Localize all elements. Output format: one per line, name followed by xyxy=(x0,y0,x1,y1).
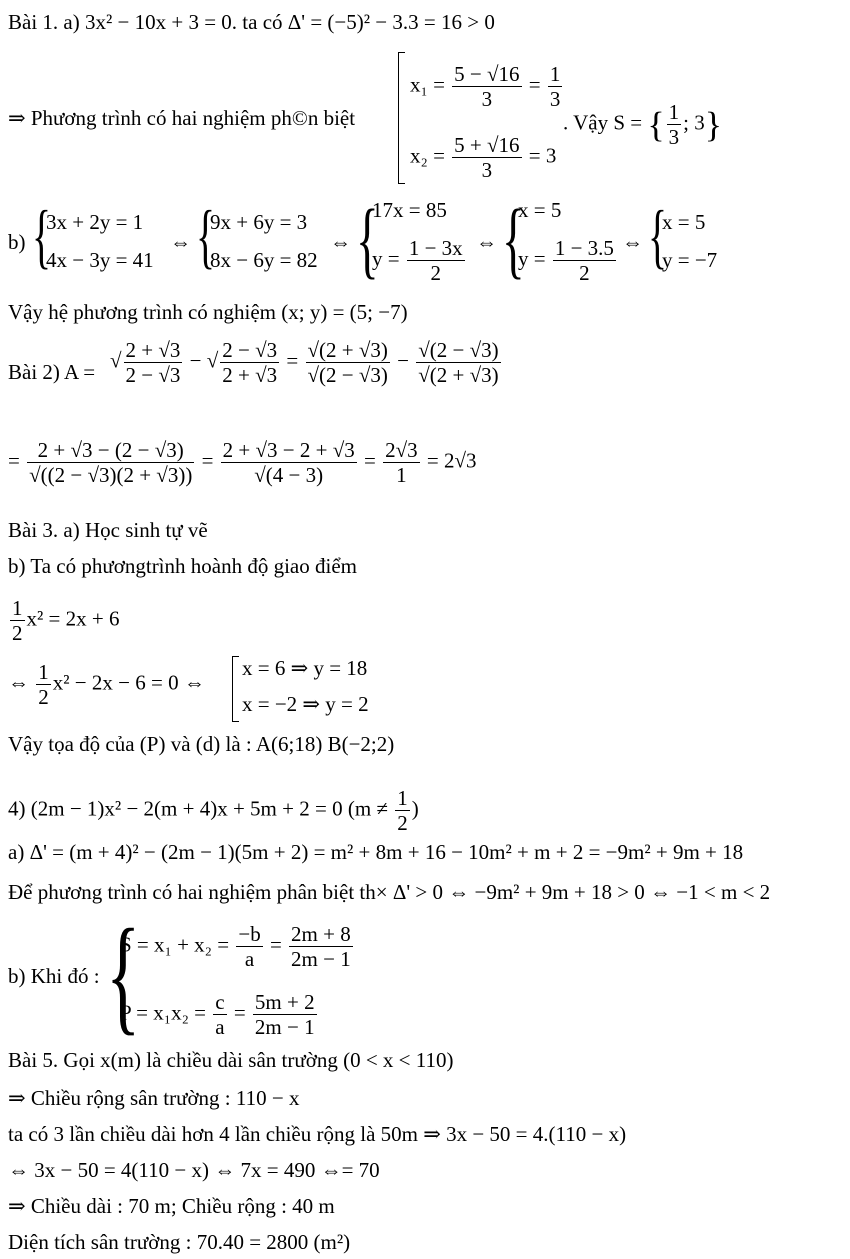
bai3b: b) Ta có phươngtrình hoành độ giao điểm xyxy=(8,554,357,578)
iff-3: ⇔ xyxy=(476,230,497,254)
iff-1: ⇔ xyxy=(170,230,191,254)
bai2-line2: = $\frac{2 + √3 - (2 - √3)}{√((2 - √3)(2 + √3))}$ = $\frac{2 + √3 - 2 + √3}{√(4 - 3)}$ = $\frac{2√3}{1}$ = 2√3 xyxy=(8,438,477,488)
bai3-r2: x = −2 ⇒ y = 2 xyxy=(242,692,369,716)
b-label: b) xyxy=(8,230,26,254)
bai4a: a) Δ' = (m + 4)² − (2m − 1)(5m + 2) = m² + 8m + 16 − 10m² + m + 2 = −9m² + 9m + 18 xyxy=(8,840,744,864)
bai3a: Bài 3. a) Học sinh tự vẽ xyxy=(8,518,208,542)
sys3-eq2: y = $\frac{1 - 3x}{2}$ xyxy=(372,236,463,286)
sys4-eq2: y = $\frac{1 - 3.5}{2}$ xyxy=(518,236,614,286)
bai3-eq1: $\frac{1}{2}$ x² = 2x + 6 xyxy=(12,596,120,646)
iff-2: ⇔ xyxy=(330,230,351,254)
bai4-condition: Để phương trình có hai nghiệm phân biệt th× Δ' > 0 ⇔ −9m² + 9m + 18 > 0 ⇔ −1 < m < 2 xyxy=(8,880,771,904)
bai3-bracket xyxy=(232,656,239,722)
sys3-eq1: 17x = 85 xyxy=(372,198,447,222)
bai4b-label: b) Khi đó : xyxy=(8,964,100,988)
bai5-line6: Diện tích sân trường : 70.40 = 2800 (m²) xyxy=(8,1230,351,1254)
bai5-line5: ⇒ Chiều dài : 70 m; Chiều rộng : 40 m xyxy=(8,1194,335,1218)
bai5-line1: Bài 5. Gọi x(m) là chiều dài sân trường (0 < x < 110) xyxy=(8,1048,454,1072)
x1-fraction: $\frac{5 - √16}{3}$ xyxy=(454,62,520,112)
bai2-label: Bài 2) A = xyxy=(8,360,96,384)
x2-line: x₂ = $\frac{5 + √16}{3}$ = 3 xyxy=(410,133,557,183)
x1-result: $\frac{1}{3}$ xyxy=(549,62,561,112)
bai2-radicals: √ $\frac{2 + √3}{2 - √3}$ − √ $\frac{2 - √3}{2 + √3}$ = $\frac{√(2 + √3)}{√(2 - √3)}$ − $\frac{√(2 - √3)}{√(2 + √3)}$ xyxy=(110,338,499,388)
x1-label: x₁ = xyxy=(410,72,445,97)
bai4-S: S = x₁ + x₂ = $\frac{-b}{a}$ = $\frac{2m + 8}{2m - 1}$ xyxy=(120,922,351,972)
bai4-equation: 4) (2m − 1)x² − 2(m + 4)x + 5m + 2 = 0 (m ≠ $\frac{1}{2}$ ) xyxy=(8,786,419,836)
sys5-eq1: x = 5 xyxy=(662,210,706,234)
sys2-eq2: 8x − 6y = 82 xyxy=(210,248,318,272)
sys2-eq1: 9x + 6y = 3 xyxy=(210,210,308,234)
solution-bracket xyxy=(398,52,405,184)
bai1-conclusion: ⇒ Phương trình có hai nghiệm ph©n biệt xyxy=(8,106,356,130)
bai3-conclusion: Vậy tọa độ của (P) và (d) là : A(6;18) B(−2;2) xyxy=(8,732,395,756)
conclusion-1b: Vậy hệ phương trình có nghiệm (x; y) = (5; −7) xyxy=(8,300,408,324)
sys1-eq2: 4x − 3y = 41 xyxy=(46,248,154,272)
x2-fraction: $\frac{5 + √16}{3}$ xyxy=(454,133,520,183)
sys4-eq1: x = 5 xyxy=(518,198,562,222)
bai5-line4: ⇔ 3x − 50 = 4(110 − x) ⇔ 7x = 490 ⇔= 70 xyxy=(8,1158,380,1182)
bai4-P: P = x₁x₂ = $\frac{c}{a}$ = $\frac{5m + 2}{2m - 1}$ xyxy=(120,990,315,1040)
bai1-line: Bài 1. a) 3x² − 10x + 3 = 0. ta có Δ' = (−5)² − 3.3 = 16 > 0 xyxy=(8,10,495,34)
bai3-r1: x = 6 ⇒ y = 18 xyxy=(242,656,368,680)
bai3-eq2: ⇔ $\frac{1}{2}$ x² − 2x − 6 = 0 ⇔ xyxy=(8,660,205,710)
iff-4: ⇔ xyxy=(622,230,643,254)
bai5-line3: ta có 3 lần chiều dài hơn 4 lần chiều rộng là 50m ⇒ 3x − 50 = 4.(110 − x) xyxy=(8,1122,627,1146)
x1-line: x₁ = $\frac{5 - √16}{3}$ = $\frac{1}{3}$ xyxy=(410,62,561,112)
set-S: . Vậy S = { $\frac{1}{3}$ ; 3} xyxy=(563,100,723,150)
sys1-eq1: 3x + 2y = 1 xyxy=(46,210,144,234)
sys5-eq2: y = −7 xyxy=(662,248,718,272)
bai5-line2: ⇒ Chiều rộng sân trường : 110 − x xyxy=(8,1086,300,1110)
